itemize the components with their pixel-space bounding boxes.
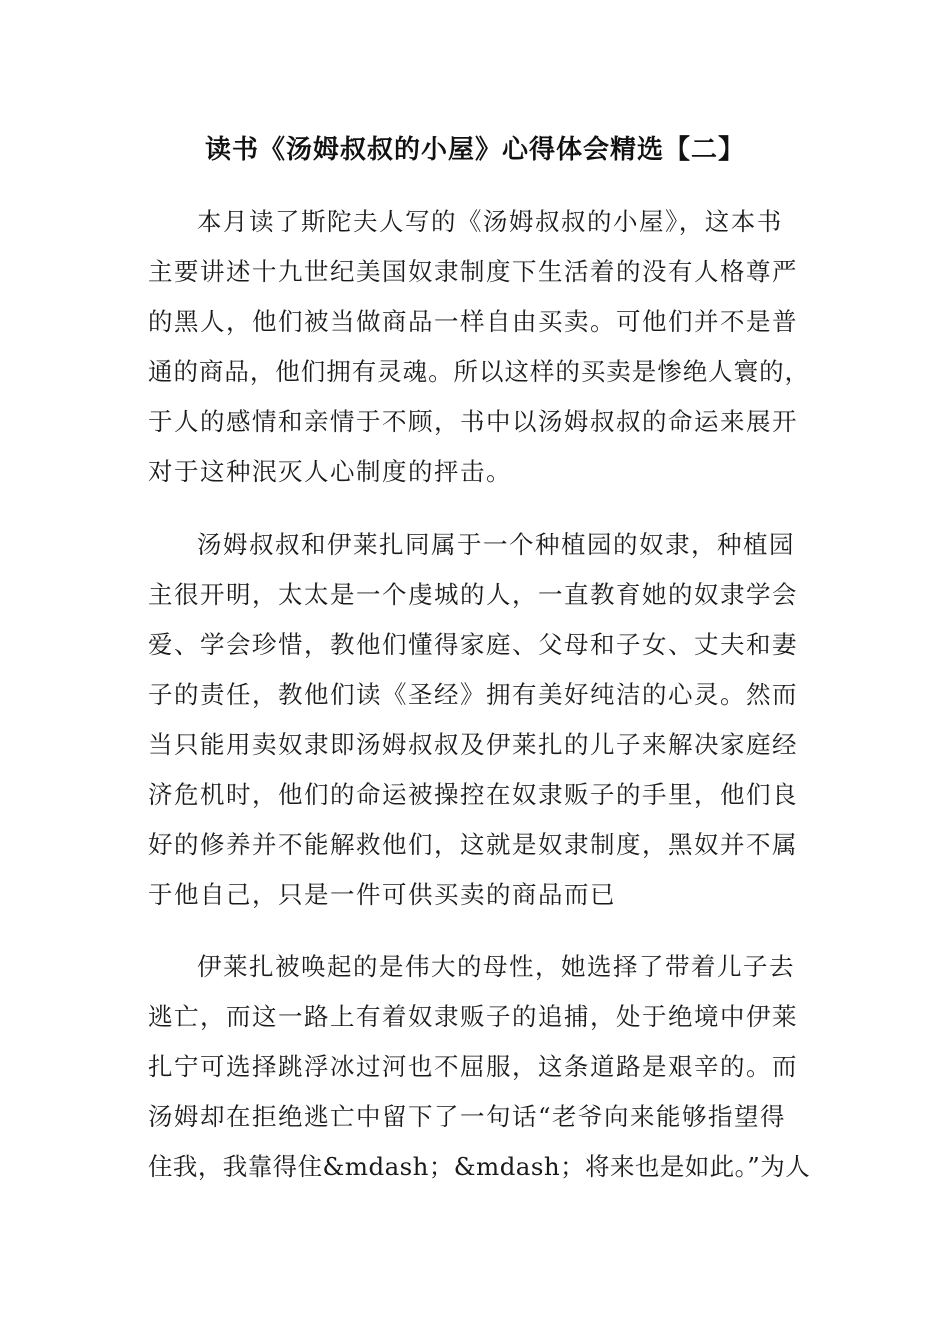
paragraph-1-line-4: 通的商品，他们拥有灵魂。所以这样的买卖是惨绝人寰的， [148,357,810,386]
paragraph-3-line-1: 伊莱扎被唤起的是伟大的母性，她选择了带着儿子去 [197,952,795,981]
paragraph-2-line-2: 主很开明，太太是一个虔城的人，一直教育她的奴隶学会 [148,580,798,609]
paragraph-3-line-5: 住我，我靠得住&mdash；&mdash；将来也是如此。”为人 [148,1152,811,1181]
paragraph-2-line-6: 济危机时，他们的命运被操控在奴隶贩子的手里，他们良 [148,780,798,809]
paragraph-3-line-2: 逃亡，而这一路上有着奴隶贩子的追捕，处于绝境中伊莱 [148,1002,798,1031]
paragraph-2-line-1: 汤姆叔叔和伊莱扎同属于一个种植园的奴隶，种植园 [197,530,795,559]
paragraph-2-line-8: 于他自己，只是一件可供买卖的商品而已 [148,880,616,909]
paragraph-2-line-4: 子的责任，教他们读《圣经》拥有美好纯洁的心灵。然而 [148,680,798,709]
paragraph-3-line-3: 扎宁可选择跳浮冰过河也不屈服，这条道路是艰辛的。而 [148,1052,798,1081]
paragraph-1-line-1: 本月读了斯陀夫人写的《汤姆叔叔的小屋》，这本书 [197,207,783,236]
paragraph-2-line-7: 好的修养并不能解救他们，这就是奴隶制度，黑奴并不属 [148,830,798,859]
paragraph-1-line-6: 对于这种泯灭人心制度的抨击。 [148,457,512,486]
paragraph-2-line-5: 当只能用卖奴隶即汤姆叔叔及伊莱扎的儿子来解决家庭经 [148,730,798,759]
paragraph-2-line-3: 爱、学会珍惜，教他们懂得家庭、父母和子女、丈夫和妻 [148,630,798,659]
paragraph-1-line-3: 的黑人，他们被当做商品一样自由买卖。可他们并不是普 [148,307,798,336]
document-title: 读书《汤姆叔叔的小屋》心得体会精选【二】 [204,135,745,165]
paragraph-1-line-2: 主要讲述十九世纪美国奴隶制度下生活着的没有人格尊严 [148,257,798,286]
paragraph-1-line-5: 于人的感情和亲情于不顾，书中以汤姆叔叔的命运来展开 [148,407,798,436]
paragraph-3-line-4: 汤姆却在拒绝逃亡中留下了一句话“老爷向来能够指望得 [148,1102,787,1131]
